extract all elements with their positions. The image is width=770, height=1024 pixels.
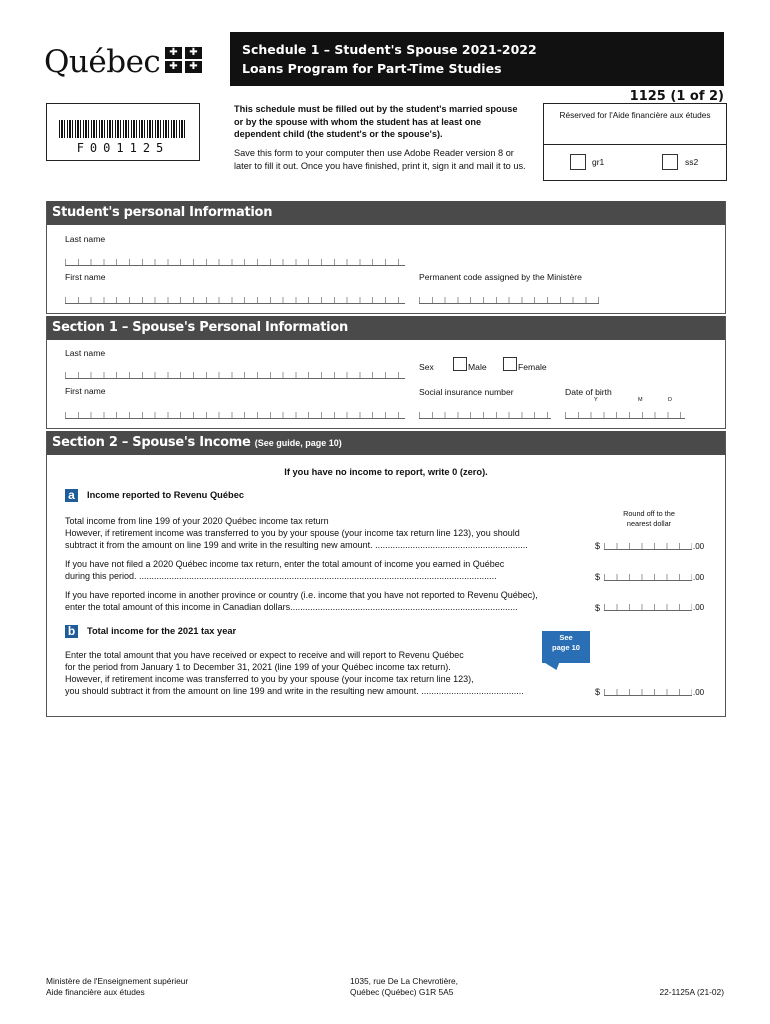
dollar-sign: $ [595,603,601,613]
student-last-name-label: Last name [65,234,106,244]
quebec-flag-icon: ✚ ✚ ✚ ✚ [165,46,203,74]
student-first-name-field[interactable] [65,289,405,304]
female-label: Female [518,362,547,372]
dollar-sign: $ [595,572,601,582]
student-first-name-label: First name [65,272,106,282]
cents-suffix: .00 [693,603,705,612]
spouse-last-name-label: Last name [65,348,106,358]
permanent-code-label: Permanent code assigned by the Ministère [419,272,582,282]
line1-text-2: However, if retirement income was transferred to you by your spouse (your income tax return line 123), you should [65,528,520,538]
permanent-code-field[interactable] [419,289,599,304]
section-note: (See guide, page 10) [254,438,342,448]
male-label: Male [468,362,487,372]
dob-label: Date of birth [565,387,612,397]
reserved-label: Réserved for l'Aide financière aux études [559,110,711,120]
section-header [47,431,725,455]
line2-amount-field[interactable] [604,568,692,581]
cents-suffix: .00 [693,573,705,582]
footer-ministry: Ministère de l'Enseignement supérieur Aide financière aux études [46,976,189,997]
cents-suffix: .00 [693,542,705,551]
barcode-icon [59,120,187,138]
round-note: Round off to the nearest dollar [623,509,675,528]
line1-text-3: subtract it from the amount on line 199 and write in the resulting new amount. ............................................................. [65,540,528,550]
part-b-title: Total income for the 2021 tax year [87,626,237,636]
sex-label: Sex [419,362,434,372]
form-title-box [230,32,724,86]
line1-text-1: Total income from line 199 of your 2020 Québec income tax return [65,516,329,526]
footer-address: 1035, rue De La Chevrotière, Québec (Québec) G1R 5A5 [350,976,459,997]
spouse-first-name-field[interactable] [65,404,405,419]
ss2-label: ss2 [685,157,699,167]
gr1-checkbox[interactable] [570,154,586,170]
no-income-note: If you have no income to report, write 0 (zero). [284,467,488,477]
line4-text-2: for the period from January 1 to December 31, 2021 (line 199 of your Québec income tax return). [65,662,451,672]
student-info-section [46,201,726,314]
section-header [47,201,725,225]
form-title: Schedule 1 – Student's Spouse 2021-2022 [242,42,537,57]
male-checkbox[interactable] [453,357,467,371]
eligibility-instruction: This schedule must be filled out by the student's married spouse or by the spouse with whom the student has at least one dependent child (the student's or the spouse's). [234,104,518,139]
ss2-checkbox[interactable] [662,154,678,170]
line1-amount-field[interactable] [604,537,692,550]
section-title: Section 2 – Spouse's Income (See guide, page 10) [52,435,342,450]
gr1-label: gr1 [592,157,605,167]
form-number: 1125 (1 of 2) [629,89,724,104]
section-title: Section 1 – Spouse's Personal Information [52,320,348,335]
see-page-callout: See page 10 [542,631,590,663]
line2-text-1: If you have not filed a 2020 Québec income tax return, enter the total amount of income you earned in Québec [65,559,505,569]
section-title: Student's personal Information [52,205,273,220]
callout-pointer [544,662,563,670]
cents-suffix: .00 [693,688,705,697]
sin-label: Social insurance number [419,387,514,397]
dob-day-hint: D [668,397,672,403]
reserved-box [543,103,727,181]
quebec-logo-text: Québec [44,44,161,80]
save-instruction: Save this form to your computer then use Adobe Reader version 8 or later to fill it out. Once you have finished, print it, sign it and mail it to us. [234,148,526,171]
student-last-name-field[interactable] [65,251,405,266]
dob-month-hint: M [638,397,643,403]
line3-amount-field[interactable] [604,598,692,611]
part-a-marker: a [65,489,78,502]
footer-form-code: 22-1125A (21-02) [659,987,724,997]
dob-field[interactable] [565,404,685,419]
part-a-title: Income reported to Revenu Québec [87,490,245,500]
line4-amount-field[interactable] [604,683,692,696]
spouse-info-section [46,316,726,429]
form-subtitle: Loans Program for Part-Time Studies [242,61,502,76]
line3-text-1: If you have reported income in another province or country (i.e. income that you have not reported to Revenu Québec), [65,590,538,600]
line4-text-1: Enter the total amount that you have received or expect to receive and will report to Revenu Québec [65,650,464,660]
line4-text-3: However, if retirement income was transferred to you by your spouse (your income tax return line 123), [65,674,474,684]
spouse-last-name-field[interactable] [65,364,405,379]
line2-text-2: during this period. ............................................................................................................................................... [65,571,497,581]
spouse-first-name-label: First name [65,386,106,396]
line4-text-4: you should subtract it from the amount on line 199 and write in the resulting new amount. ......................................... [65,686,524,696]
line3-text-2: enter the total amount of this income in Canadian dollars........................................................................................... [65,602,518,612]
section-header [47,316,725,340]
barcode-box [46,103,200,161]
part-b-marker: b [65,625,78,638]
barcode-text: F001125 [76,141,170,155]
female-checkbox[interactable] [503,357,517,371]
sin-field[interactable] [419,404,551,419]
spouse-income-section [46,431,726,717]
dob-year-hint: Y [594,397,598,403]
reserved-divider [544,144,726,145]
dollar-sign: $ [595,687,601,697]
dollar-sign: $ [595,541,601,551]
